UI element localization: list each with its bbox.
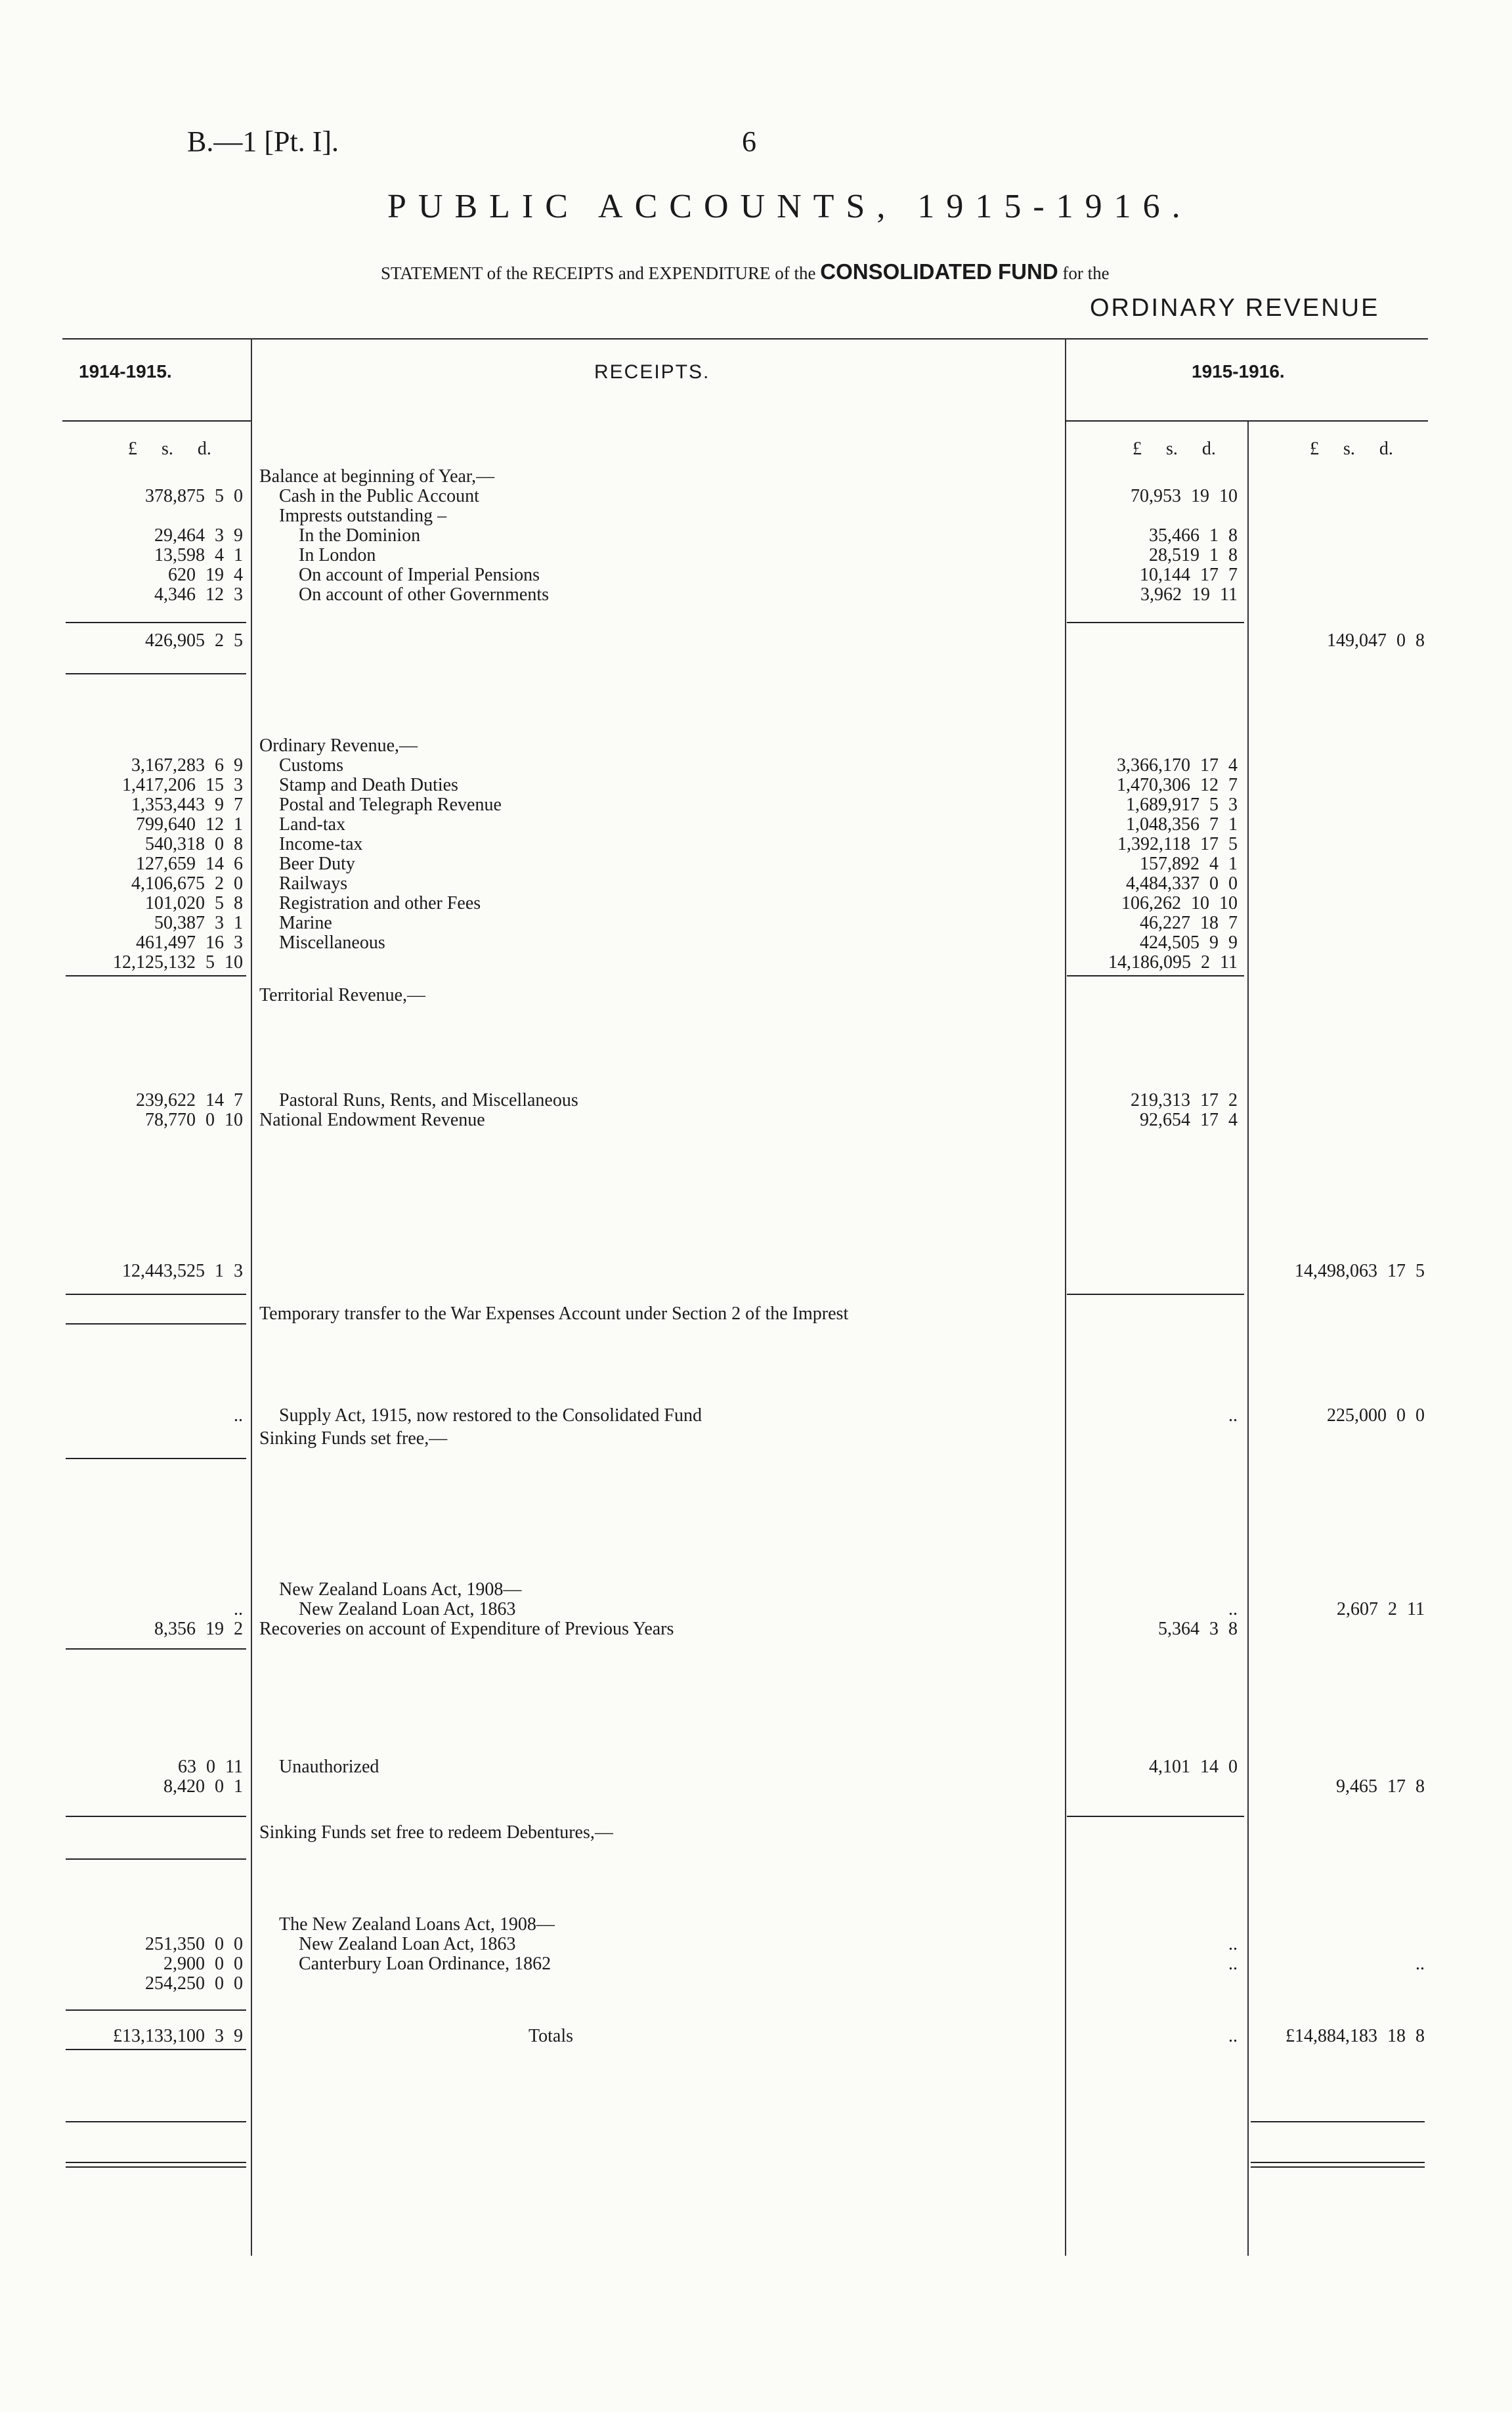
row-label: On account of other Governments xyxy=(299,584,549,605)
row-amount-1914: 2,900 0 0 xyxy=(163,1954,243,1974)
row-amount-1915: 106,262 10 10 xyxy=(1121,893,1238,913)
row-amount-1914: 63 0 11 xyxy=(178,1757,243,1777)
row-amount-1914: 4,106,675 2 0 xyxy=(131,873,243,894)
row-amount-1914: 29,464 3 9 xyxy=(154,525,243,546)
row-amount-1914: 8,356 19 2 xyxy=(154,1619,243,1639)
row-amount-1915: 1,048,356 7 1 xyxy=(1126,814,1238,835)
statement-line xyxy=(381,259,1110,284)
row-label: Supply Act, 1915, now restored to the Consolidated Fund xyxy=(279,1405,702,1426)
row-amount-1915: 4,484,337 0 0 xyxy=(1126,873,1238,894)
row-total-1915: £14,884,183 18 8 xyxy=(1285,2026,1425,2046)
row-label: Unauthorized xyxy=(279,1757,379,1777)
row-total-1915: 9,465 17 8 xyxy=(1336,1776,1425,1797)
row-label: Cash in the Public Account xyxy=(279,486,479,506)
row-label: In London xyxy=(299,545,376,565)
row-amount-1915: 10,144 17 7 xyxy=(1140,565,1238,585)
row-total-1915: 225,000 0 0 xyxy=(1327,1405,1425,1426)
row-amount-1914: 78,770 0 10 xyxy=(145,1110,243,1130)
row-label: Temporary transfer to the War Expenses Account under Section 2 of the Imprest xyxy=(259,1304,849,1324)
row-amount-1915: .. xyxy=(1228,2026,1238,2046)
row-label: Ordinary Revenue,— xyxy=(259,735,418,756)
row-amount-1915: 35,466 1 8 xyxy=(1149,525,1238,546)
rule-sinking-prev xyxy=(66,1648,246,1650)
row-amount-1914: 239,622 14 7 xyxy=(136,1090,243,1110)
col-header-receipts: RECEIPTS. xyxy=(594,361,710,383)
row-label: New Zealand Loans Act, 1908— xyxy=(279,1579,522,1600)
rule-recov-prev-2 xyxy=(66,1858,246,1860)
row-amount-1915: 3,962 19 11 xyxy=(1140,584,1238,605)
row-label: Railways xyxy=(279,873,348,894)
row-total-1915: .. xyxy=(1415,1954,1425,1974)
rule-balance-prev xyxy=(66,622,246,623)
row-amount-1915: 28,519 1 8 xyxy=(1149,545,1238,565)
row-label: Balance at beginning of Year,— xyxy=(259,466,495,487)
header-rule-left xyxy=(62,420,251,422)
table-top-rule xyxy=(62,338,1428,340)
row-amount-1914: 251,350 0 0 xyxy=(145,1934,243,1954)
row-amount-1914: 12,443,525 1 3 xyxy=(122,1261,243,1281)
row-amount-1915: 219,313 17 2 xyxy=(1131,1090,1238,1110)
row-amount-1915: 70,953 19 10 xyxy=(1131,486,1238,506)
row-label: The New Zealand Loans Act, 1908— xyxy=(279,1914,555,1935)
row-amount-1914: 127,659 14 6 xyxy=(136,854,243,874)
row-amount-1915: 424,505 9 9 xyxy=(1140,932,1238,953)
row-amount-1915: 92,654 17 4 xyxy=(1140,1110,1238,1130)
row-amount-1914: .. xyxy=(234,1599,243,1619)
row-total-1915: 2,607 2 11 xyxy=(1337,1599,1425,1619)
row-amount-1915: 46,227 18 7 xyxy=(1140,913,1238,933)
row-label: New Zealand Loan Act, 1863 xyxy=(299,1599,516,1619)
rule-endow-prev-2 xyxy=(66,1323,246,1325)
row-amount-1914: 378,875 5 0 xyxy=(145,486,243,506)
row-amount-1915: .. xyxy=(1228,1934,1238,1954)
rule-recov-prev xyxy=(66,1816,246,1817)
row-label: Customs xyxy=(279,755,344,776)
rule-ordinary-amt xyxy=(1067,975,1244,976)
row-amount-1914: 3,167,283 6 9 xyxy=(131,755,243,776)
rule-endow-amt xyxy=(1067,1294,1244,1295)
row-amount-1915: 5,364 3 8 xyxy=(1158,1619,1238,1639)
col-header-curr-year: 1915-1916. xyxy=(1192,361,1285,382)
double-rule-tot xyxy=(1251,2162,1425,2168)
row-label: Postal and Telegraph Revenue xyxy=(279,795,502,815)
page-number: 6 xyxy=(742,125,756,158)
row-label: Recoveries on account of Expenditure of Previous Years xyxy=(259,1619,674,1639)
rule-deb-prev xyxy=(66,2009,246,2011)
rule-totals-prev xyxy=(66,2121,246,2122)
row-label: In the Dominion xyxy=(299,525,421,546)
statement-suffix: for the xyxy=(1062,263,1110,283)
row-amount-1914: 1,417,206 15 3 xyxy=(122,775,243,795)
row-label: Stamp and Death Duties xyxy=(279,775,458,795)
rule-ordinary-prev xyxy=(66,975,246,976)
row-amount-1914: 50,387 3 1 xyxy=(154,913,243,933)
row-total-1915: 149,047 0 8 xyxy=(1327,630,1425,651)
row-label: Canterbury Loan Ordinance, 1862 xyxy=(299,1954,551,1974)
row-amount-1914: 620 19 4 xyxy=(168,565,243,585)
row-amount-1914: 101,020 5 8 xyxy=(145,893,243,913)
col-divider-prev xyxy=(251,338,252,2256)
row-label: Beer Duty xyxy=(279,854,355,874)
lsd-header-tot: £ s. d. xyxy=(1310,439,1393,459)
row-amount-1915: 3,366,170 17 4 xyxy=(1117,755,1238,776)
row-amount-1915: .. xyxy=(1228,1599,1238,1619)
row-amount-1914: 540,318 0 8 xyxy=(145,834,243,854)
lsd-header-amt: £ s. d. xyxy=(1133,439,1216,459)
page-series: B.—1 [Pt. I]. xyxy=(187,125,339,158)
statement-prefix: STATEMENT of the RECEIPTS and EXPENDITURE of the xyxy=(381,263,816,283)
page-title: PUBLIC ACCOUNTS, 1915-1916. xyxy=(387,188,1192,225)
row-amount-1915: .. xyxy=(1228,1954,1238,1974)
row-label: National Endowment Revenue xyxy=(259,1110,485,1130)
row-label: Sinking Funds set free,— xyxy=(259,1428,448,1449)
row-amount-1914: 12,125,132 5 10 xyxy=(113,952,243,973)
row-amount-1914: £13,133,100 3 9 xyxy=(113,2026,243,2046)
row-label: New Zealand Loan Act, 1863 xyxy=(299,1934,516,1954)
row-label: Miscellaneous xyxy=(279,932,385,953)
rule-totals-tot xyxy=(1251,2121,1425,2122)
row-amount-1914: 1,353,443 9 7 xyxy=(131,795,243,815)
row-label: Registration and other Fees xyxy=(279,893,481,913)
row-label: Income-tax xyxy=(279,834,363,854)
rule-endow-prev xyxy=(66,1294,246,1295)
row-total-1915: 14,498,063 17 5 xyxy=(1295,1261,1425,1281)
row-amount-1915: .. xyxy=(1228,1405,1238,1426)
row-amount-1915: 157,892 4 1 xyxy=(1140,854,1238,874)
row-amount-1915: 4,101 14 0 xyxy=(1149,1757,1238,1777)
row-label: Totals xyxy=(529,2026,574,2046)
rule-balance-amt xyxy=(1067,622,1244,623)
row-amount-1914: 426,905 2 5 xyxy=(145,630,243,651)
row-amount-1914: 799,640 12 1 xyxy=(136,814,243,835)
revenue-heading: ORDINARY REVENUE xyxy=(1090,294,1380,322)
rule-deb-prev-2 xyxy=(66,2049,246,2050)
row-amount-1914: .. xyxy=(234,1405,243,1426)
row-label: Imprests outstanding – xyxy=(279,506,447,526)
row-amount-1915: 1,470,306 12 7 xyxy=(1117,775,1238,795)
row-amount-1915: 14,186,095 2 11 xyxy=(1108,952,1238,973)
row-label: Marine xyxy=(279,913,332,933)
rule-transfer-prev xyxy=(66,1458,246,1459)
row-label: Territorial Revenue,— xyxy=(259,985,426,1005)
row-amount-1914: 254,250 0 0 xyxy=(145,1973,243,1994)
rule-recov-amt xyxy=(1067,1816,1244,1817)
row-amount-1914: 461,497 16 3 xyxy=(136,932,243,953)
col-divider-tot xyxy=(1247,420,1249,2256)
statement-fund: CONSOLIDATED FUND xyxy=(820,259,1058,284)
double-rule-prev xyxy=(66,2162,246,2168)
row-label: Pastoral Runs, Rents, and Miscellaneous xyxy=(279,1090,578,1110)
row-amount-1914: 8,420 0 1 xyxy=(163,1776,243,1797)
row-amount-1915: 1,689,917 5 3 xyxy=(1126,795,1238,815)
row-label: On account of Imperial Pensions xyxy=(299,565,540,585)
row-amount-1914: 13,598 4 1 xyxy=(154,545,243,565)
rule-balance-prev-2 xyxy=(66,673,246,674)
col-divider-amt xyxy=(1065,338,1066,2256)
row-label: Sinking Funds set free to redeem Debentures,— xyxy=(259,1822,613,1843)
col-header-prev-year: 1914-1915. xyxy=(79,361,172,382)
lsd-header-prev: £ s. d. xyxy=(128,439,211,459)
row-amount-1914: 4,346 12 3 xyxy=(154,584,243,605)
row-label: Land-tax xyxy=(279,814,346,835)
row-amount-1915: 1,392,118 17 5 xyxy=(1117,834,1238,854)
header-rule-right xyxy=(1065,420,1428,422)
